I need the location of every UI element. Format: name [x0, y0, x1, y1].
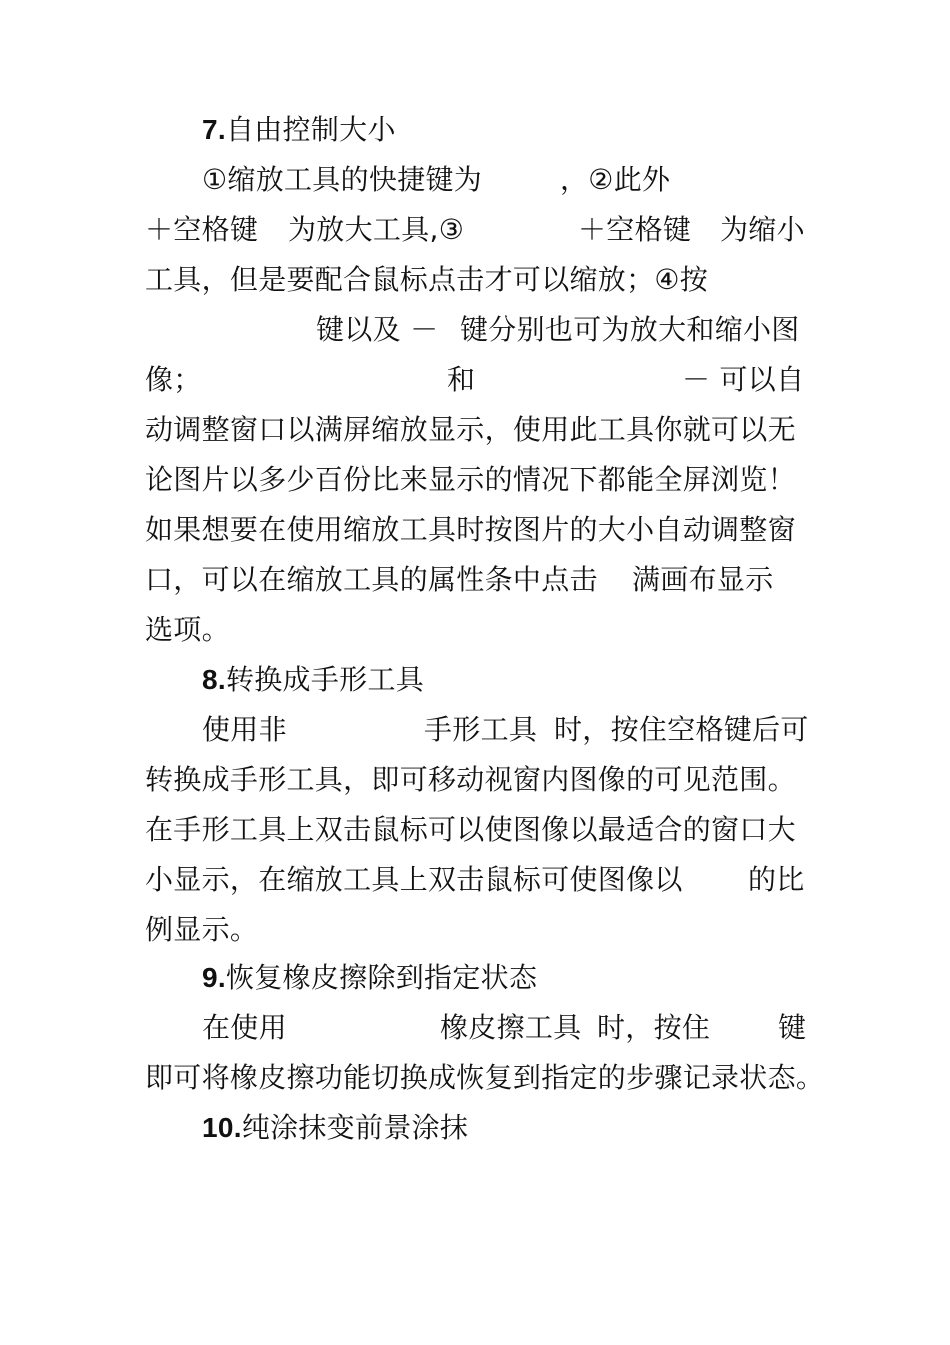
s7-line-5a: 像；: [145, 363, 202, 396]
section-10-number: 10.: [202, 1112, 242, 1143]
s9-line-1a: 在使用: [202, 1011, 287, 1044]
section-9-heading: [202, 958, 537, 998]
s7-line-9b: 满画布显示: [632, 563, 774, 596]
section-7-title: 自由控制大小: [225, 113, 396, 146]
s7-line-1a: ①缩放工具的快捷键为: [202, 163, 483, 196]
s7-line-9a: 口，可以在缩放工具的属性条中点击: [145, 563, 598, 596]
s8-line-4a: 小显示，在缩放工具上双击鼠标可使图像以: [145, 863, 683, 896]
section-10-title: 纯涂抹变前景涂抹: [241, 1111, 469, 1144]
s8-line-2: 转换成手形工具，即可移动视窗内图像的可见范围。: [145, 763, 796, 796]
s8-line-5: 例显示。: [145, 913, 259, 946]
section-8-title: 转换成手形工具: [225, 663, 425, 696]
s9-line-1d: 键: [778, 1011, 807, 1044]
s8-line-1c: 时，按住空格键后可: [554, 713, 809, 746]
section-8-heading: [202, 660, 424, 700]
s9-line-1b: 橡皮擦工具: [440, 1011, 582, 1044]
section-10-heading: [202, 1108, 468, 1148]
s7-line-10: 选项。: [145, 613, 230, 646]
section-9-number: 9.: [202, 962, 226, 993]
s7-line-2d: 为缩小: [720, 213, 805, 246]
s7-line-2a: ＋空格键: [145, 213, 259, 246]
s8-line-1b: 手形工具: [424, 713, 538, 746]
s7-line-7: 论图片以多少百份比来显示的情况下都能全屏浏览！: [145, 463, 796, 496]
s7-line-5b: 和: [447, 363, 476, 396]
s7-line-1b: ，②此外: [560, 163, 671, 196]
s8-line-1a: 使用非: [202, 713, 287, 746]
section-8-number: 8.: [202, 664, 226, 695]
s7-line-3: 工具，但是要配合鼠标点击才可以缩放；④按: [145, 263, 709, 296]
section-7-heading: [202, 110, 396, 150]
section-9-title: 恢复橡皮擦除到指定状态: [225, 961, 538, 994]
s7-line-8: 如果想要在使用缩放工具时按图片的大小自动调整窗: [145, 513, 796, 546]
s8-line-4b: 的比: [748, 863, 805, 896]
s7-line-4a: 键以及 －: [316, 313, 439, 346]
s9-line-2: 即可将橡皮擦功能切换成恢复到指定的步骤记录状态。: [145, 1061, 825, 1094]
s8-line-3: 在手形工具上双击鼠标可以使图像以最适合的窗口大: [145, 813, 796, 846]
s7-line-2c: ＋空格键: [578, 213, 692, 246]
s7-line-6: 动调整窗口以满屏缩放显示，使用此工具你就可以无: [145, 413, 796, 446]
s7-line-2b: 为放大工具,③: [288, 213, 465, 246]
section-7-number: 7.: [202, 114, 226, 145]
s9-line-1c: 时，按住: [597, 1011, 711, 1044]
s7-line-5c: － 可以自: [682, 363, 805, 396]
s7-line-4b: 键分别也可为放大和缩小图: [460, 313, 800, 346]
